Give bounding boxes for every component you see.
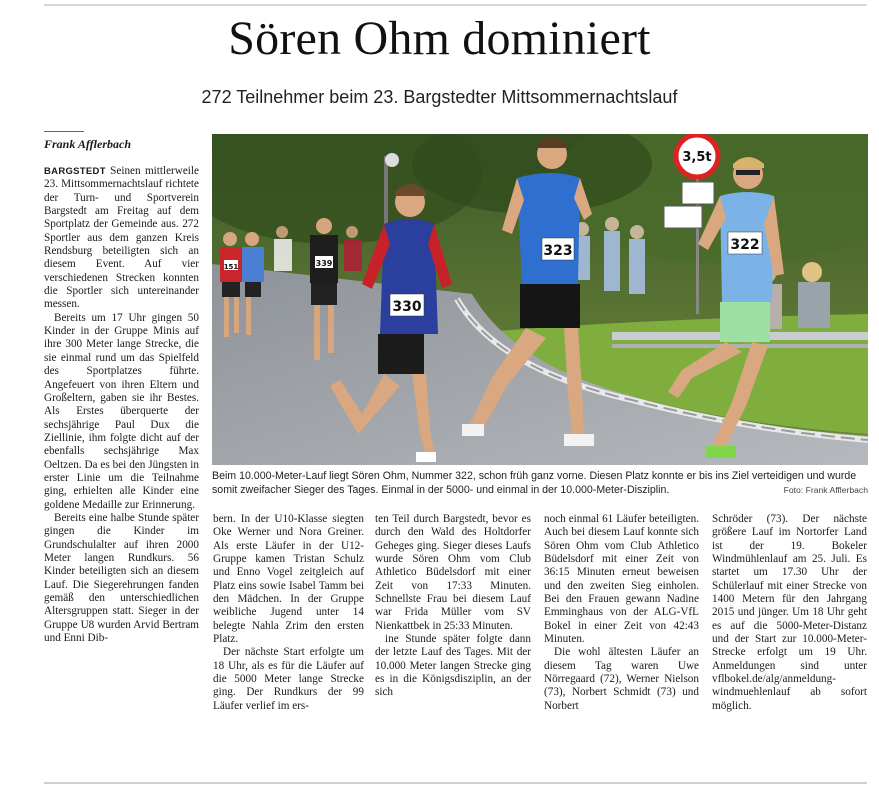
runners-photo-illustration (212, 134, 868, 465)
dateline: BARGSTEDT (44, 166, 106, 177)
bib-back-2: 151 (223, 263, 239, 271)
headline: Sören Ohm dominiert (228, 12, 651, 65)
article-column-5 (712, 513, 867, 713)
paragraph (44, 165, 199, 312)
article-photo (212, 134, 868, 465)
paragraph: Bereits um 17 Uhr gingen 50 Kinder in der Gruppe Minis auf ihre 300 Meter lange Strecke, die sie einmal rund um das Spielfeld des Sportplatzes führte. Angefeuert von ihren Eltern und Großeltern, gaben sie ihr Bestes. Als Erstes überquerte der sechsjährige Paul Dux die Ziellinie, ihm folgte dicht auf der ebenfalls sechsjährige Max Oeltzen. Da es bei den Jüngsten in erster Linie um die Teilnahme ging, erhielten alle Kinder eine goldene Medaille zur Erinnerung. (44, 311, 199, 511)
paragraph: Schröder (73). Der nächste größere Lauf im Nortorfer Land ist der 19. Bokeler Windmühlenlauf am 25. Juli. Es startet um 17.30 Uhr der Schülerlauf mit einer Strecke von 1400 Metern für den Jahrgang 2015 und jünger. Um 18 Uhr geht es auf die 5000-Meter-Distanz und der Start zur 10.000-Meter-Strecke erfolgt um 19 Uhr. Anmeldungen sind unter vflbokel.de/alg/anmeldung-windmuehlenlauf ab sofort möglich. (712, 513, 867, 712)
subheadline: 272 Teilnehmer beim 23. Bargstedter Mittsommernachtslauf (201, 87, 678, 107)
sign-weight-limit: 3,5t (682, 150, 712, 165)
photo-credit: Foto: Frank Afflerbach (783, 485, 868, 495)
paragraph: Der nächste Start erfolgte um 18 Uhr, als es für die Läufer auf die 5000 Meter lange Strecke ging. Der Rundkurs der 99 Läufer verlief im ers- (213, 646, 364, 712)
bib-right: 322 (730, 237, 760, 253)
paragraph: noch einmal 61 Läufer beteiligten. Auch bei diesem Lauf konnte sich Sören Ohm vom Club Athletico Büdelsdorf mit einer Zeit von 36:15 Minuten erneut beweisen und den zweiten Sieg einholen. Bei den Frauen gewann Nadine Emminghaus von der ALG-VfL Bokel in einer Zeit von 42:43 Minuten. (544, 513, 699, 646)
paragraph: bern. In der U10-Klasse siegten Oke Werner und Nora Greiner. Als erste Läufer in der U12-Gruppe kamen Tristan Schulz und Enno Vogel zeitgleich auf Platz eins sowie Isabel Tamm bei den Mädchen. In der Gruppe weibliche Jugend unter 14 belegte Nahla Zrim den ersten Platz. (213, 513, 364, 646)
bottom-rule (44, 782, 867, 784)
paragraph-text: Seinen mittlerweile 23. Mittsommernachtslauf richtete der Turn- und Sportverein Bargstedt am Freitag auf dem Sportplatz der Gemeinde aus. 272 Sportler aus dem ganzen Kreis Rendsburg beteiligten sich an diesem Event. Auf vier verschiedenen Strecken konnten die Sportler sich untereinander messen. (44, 165, 199, 311)
article-column-1 (44, 165, 199, 645)
article-column-3 (375, 513, 531, 700)
author-byline: Frank Afflerbach (44, 137, 132, 151)
paragraph: Bereits eine halbe Stunde später gingen die Kinder im Grundschulalter auf ihren 2000 Meter langen Rundkurs. 56 Kinder beteiligten sich an diesem Lauf. Die Siegerehrungen fanden gemäß den unterschiedlichen Altersgruppen statt. Sieger in der Gruppe U8 wurden Arvid Bertram und Enni Dib- (44, 511, 199, 645)
bib-left: 330 (392, 299, 422, 315)
top-rule (44, 4, 867, 6)
paragraph: Die wohl ältesten Läufer an diesem Tag waren Uwe Nörregaard (72), Werner Nielson (73), Norbert Schmidt (73) und Norbert (544, 646, 699, 712)
article-column-2 (213, 513, 364, 713)
article-column-4 (544, 513, 699, 713)
photo-caption (212, 469, 868, 497)
paragraph: ten Teil durch Bargstedt, bevor es durch den Wald des Holtdorfer Geheges ging. Sieger dieses Laufs wurde Sören Ohm vom Club Athletico Büdelsdorf mit einer Zeit von 17:33 Minuten. Schnellste Frau bei diesem Lauf war Frida Müller vom SV Nienkattbek in 25:33 Minuten. (375, 513, 531, 632)
caption-text: Beim 10.000-Meter-Lauf liegt Sören Ohm, Nummer 322, schon früh ganz vorne. Diesen Platz konnte er bis ins Ziel verteidigen und wurde somit zweifacher Sieger des Tages. Einmal in der 5000- und einmal in der 10.000-Meter-Disziplin. (212, 470, 857, 496)
bib-center: 323 (543, 243, 573, 259)
author-rule (44, 131, 84, 132)
paragraph: ine Stunde später folgte dann der letzte Lauf des Tages. Mit der 10.000 Meter langen Strecke ging es in die Königsdisziplin, an der sich (375, 633, 531, 699)
bib-back-1: 339 (315, 259, 333, 268)
